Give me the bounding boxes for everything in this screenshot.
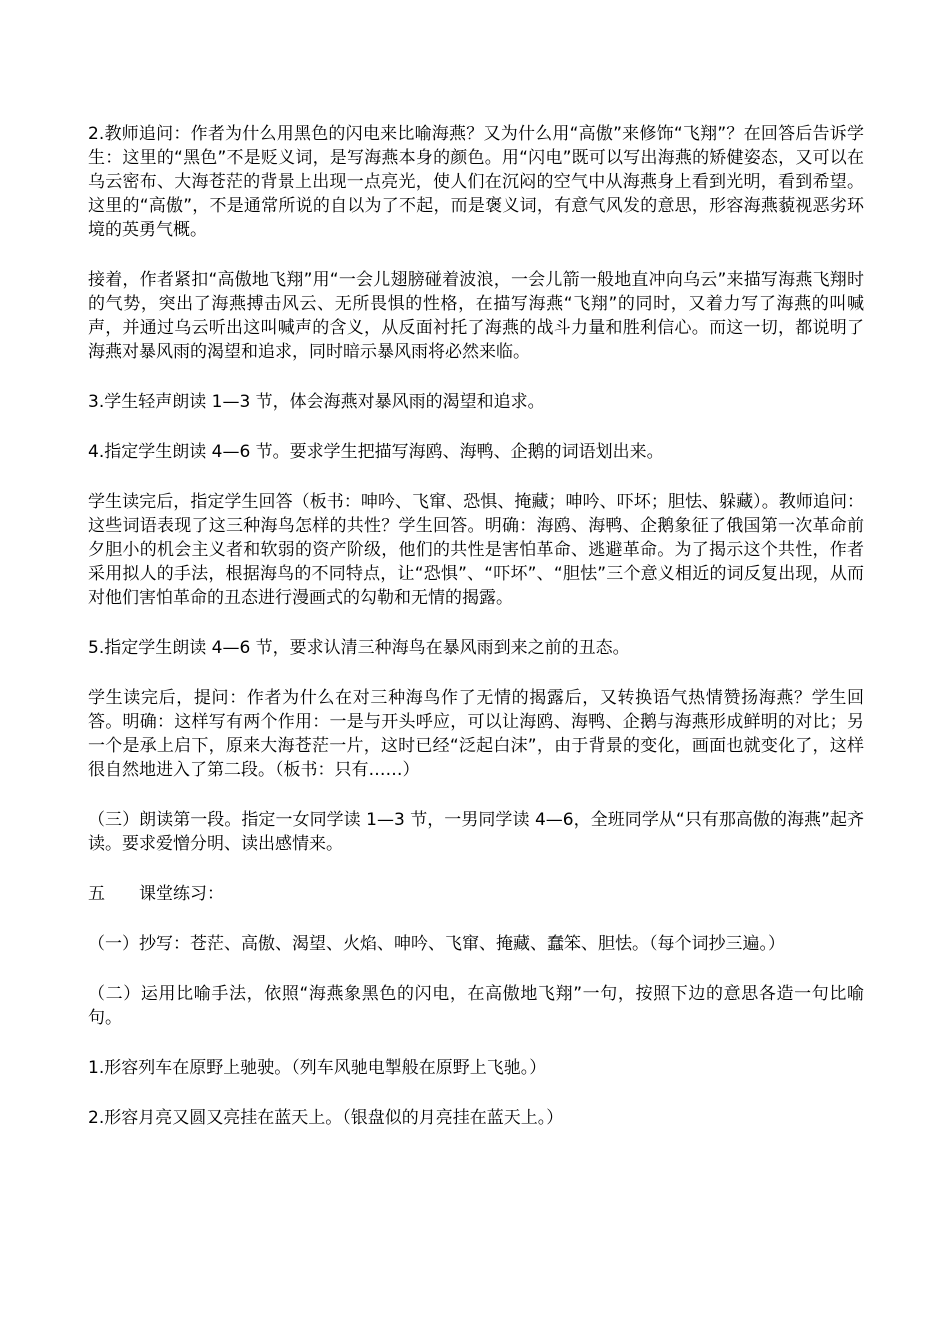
paragraph-exercise-2: （二）运用比喻手法，依照“海燕象黑色的闪电，在高傲地飞翔”一句，按照下边的意思各造一句比喻句。 <box>88 984 864 1028</box>
paragraph-seabirds-analysis: 学生读完后，指定学生回答（板书：呻吟、飞窜、恐惧、掩藏；呻吟、吓坏；胆怯、躲藏）。教师追问：这些词语表现了这三种海鸟怎样的共性？学生回答。明确：海鸥、海鸭、企鹅象征了俄国第一次革命前夕胆小的机会主义者和软弱的资产阶级，他们的共性是害怕革命、逃避革命。为了揭示这个共性，作者采用拟人的手法，根据海鸟的不同特点，让“恐惧”、“吓坏”、“胆怯”三个意义相近的词反复出现，从而对他们害怕革命的丑态进行漫画式的勾勒和无情的揭露。 <box>88 492 864 608</box>
paragraph-example-2: 2.形容月亮又圆又亮挂在蓝天上。（银盘似的月亮挂在蓝天上。） <box>88 1108 564 1128</box>
paragraph-reading-section-3: （三）朗读第一段。指定一女同学读 1—3 节，一男同学读 4—6，全班同学从“只有那高傲的海燕”起齐读。要求爱憎分明、读出感情来。 <box>88 810 864 854</box>
paragraph-step-4: 4.指定学生朗读 4—6 节。要求学生把描写海鸥、海鸭、企鹅的词语划出来。 <box>88 442 664 462</box>
paragraph-transition-analysis: 学生读完后，提问：作者为什么在对三种海鸟作了无情的揭露后，又转换语气热情赞扬海燕？学生回答。明确：这样写有两个作用：一是与开头呼应，可以让海鸥、海鸭、企鹅与海燕形成鲜明的对比；另一个是承上启下，原来大海苍茫一片，这时已经“泛起白沫”，由于背景的变化，画面也就变化了，这样很自然地进入了第二段。（板书：只有……） <box>88 688 864 780</box>
paragraph-exercise-1: （一）抄写：苍茫、高傲、渴望、火焰、呻吟、飞窜、掩藏、蠢笨、胆怯。（每个词抄三遍。） <box>88 934 785 954</box>
paragraph-step-3: 3.学生轻声朗读 1—3 节，体会海燕对暴风雨的渴望和追求。 <box>88 392 545 412</box>
document-body <box>88 122 864 1156</box>
paragraph-step-5: 5.指定学生朗读 4—6 节，要求认清三种海鸟在暴风雨到来之前的丑态。 <box>88 638 630 658</box>
section-heading-exercises: 五 课堂练习： <box>88 884 224 904</box>
paragraph-example-1: 1.形容列车在原野上驰驶。（列车风驰电掣般在原野上飞驰。） <box>88 1058 547 1078</box>
paragraph-question-2: 2.教师追问：作者为什么用黑色的闪电来比喻海燕？又为什么用“高傲”来修饰“飞翔”？在回答后告诉学生：这里的“黑色”不是贬义词，是写海燕本身的颜色。用“闪电”既可以写出海燕的矫健姿态，又可以在乌云密布、大海苍茫的背景上出现一点亮光，使人们在沉闷的空气中从海燕身上看到光明，看到希望。这里的“高傲”，不是通常所说的自以为了不起，而是褒义词，有意气风发的意思，形容海燕藐视恶劣环境的英勇气概。 <box>88 124 864 240</box>
paragraph-flight-description: 接着，作者紧扣“高傲地飞翔”用“一会儿翅膀碰着波浪，一会儿箭一般地直冲向乌云”来描写海燕飞翔时的气势，突出了海燕搏击风云、无所畏惧的性格，在描写海燕“飞翔”的同时，又着力写了海燕的叫喊声，并通过乌云听出这叫喊声的含义，从反面衬托了海燕的战斗力量和胜利信心。而这一切，都说明了海燕对暴风雨的渴望和追求，同时暗示暴风雨将必然来临。 <box>88 270 864 362</box>
